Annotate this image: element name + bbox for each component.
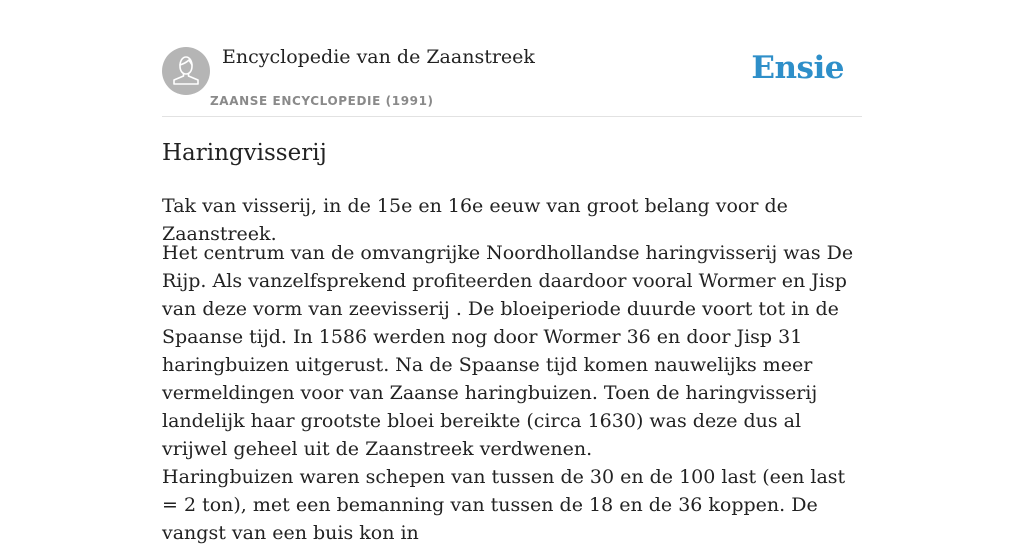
article-paragraph: Het centrum van de omvangrijke Noordhollandse haringvisserij was De Rijp. Als vanzelfsprekend profiteerden daardoor vooral Wormer en Jisp van deze vorm van zeevisserij . De bloeiperiode duurde voort tot in de Spaanse tijd. In 1586 werden nog door Wormer 36 en door Jisp 31 haringbuizen uitgerust. Na de Spaanse tijd komen nauwelijks meer vermeldingen voor van Zaanse haringbuizen. Toen de haringvisserij landelijk haar grootste bloei bereikte (circa 1630) was deze dus al vrijwel geheel uit de Zaanstreek verdwenen. (162, 242, 854, 460)
article-paragraph: Tak van visserij, in de 15e en 16e eeuw van groot belang voor de Zaanstreek. (162, 195, 788, 245)
ensie-logo[interactable]: Ensie (751, 50, 844, 86)
source-subtitle: ZAANSE ENCYCLOPEDIE (1991) (210, 94, 434, 108)
page (162, 0, 862, 544)
user-icon (162, 47, 210, 95)
source-title[interactable]: Encyclopedie van de Zaanstreek (222, 46, 535, 68)
article-title: Haringvisserij (162, 140, 327, 166)
source-header (162, 0, 862, 117)
avatar[interactable] (162, 47, 210, 95)
article-paragraph: Haringbuizen waren schepen van tussen de 30 en de 100 last (een last = 2 ton), met een bemanning van tussen de 18 en de 36 koppen. De vangst van een buis kon in (162, 466, 846, 544)
